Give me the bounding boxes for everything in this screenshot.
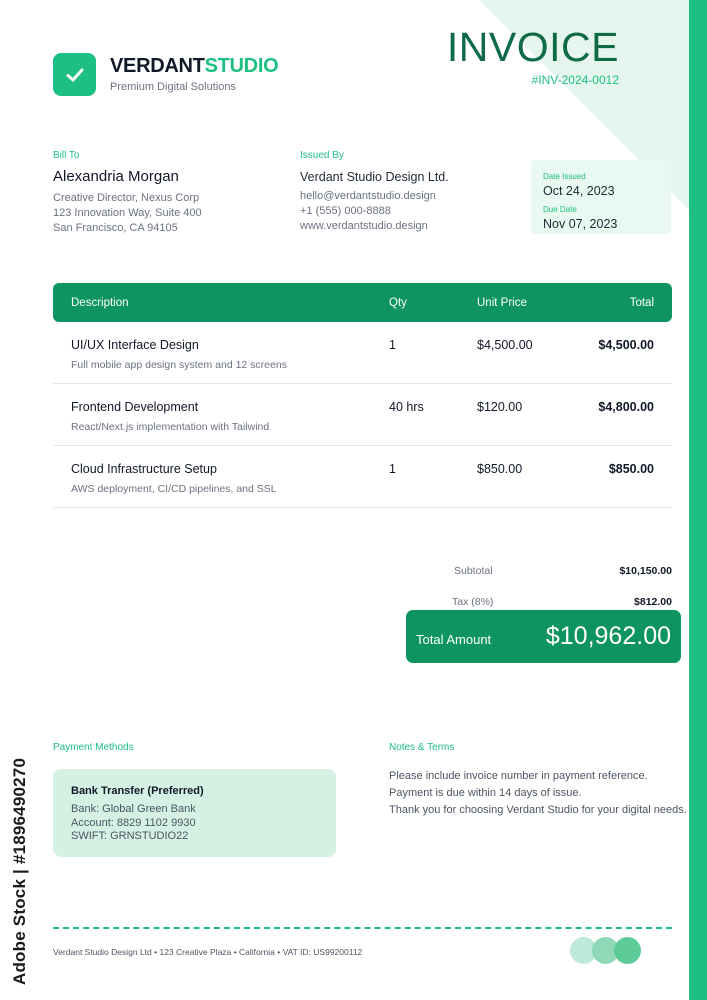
checkmark-icon xyxy=(64,64,86,86)
brand-tagline: Premium Digital Solutions xyxy=(110,81,236,93)
due-date-value: Nov 07, 2023 xyxy=(543,217,618,231)
item-total: $4,800.00 xyxy=(598,400,654,414)
header-total: Total xyxy=(629,296,654,309)
issuer-email[interactable]: hello@verdantstudio.design xyxy=(300,190,436,202)
footer-company-info: Verdant Studio Design Ltd • 123 Creative Plaza • California • VAT ID: US99200112 xyxy=(53,947,363,957)
header-qty: Qty xyxy=(389,296,407,309)
client-line: 123 Innovation Way, Suite 400 xyxy=(53,207,202,219)
issuer-name: Verdant Studio Design Ltd. xyxy=(300,170,449,184)
table-row xyxy=(53,384,672,446)
right-accent-bar xyxy=(689,0,707,1000)
bill-to-label: Bill To xyxy=(53,150,80,161)
item-total: $850.00 xyxy=(608,462,654,476)
table-row xyxy=(53,322,672,384)
line-items-table xyxy=(53,283,672,508)
issued-by-label: Issued By xyxy=(300,150,344,161)
invoice-number: #INV-2024-0012 xyxy=(531,73,619,87)
tax-label: Tax (8%) xyxy=(452,596,494,608)
note-line: Please include invoice number in payment reference. xyxy=(389,770,648,782)
header-description: Description xyxy=(71,296,129,309)
bank-transfer-card xyxy=(53,769,336,857)
table-header xyxy=(53,283,672,322)
item-qty: 40 hrs xyxy=(389,400,424,414)
footer-divider xyxy=(53,927,672,929)
notes-terms xyxy=(389,768,699,819)
subtotal-value: $10,150.00 xyxy=(619,565,672,577)
client-line: San Francisco, CA 94105 xyxy=(53,222,178,234)
item-unit-price: $4,500.00 xyxy=(477,338,533,352)
note-line: Thank you for choosing Verdant Studio for your digital needs. xyxy=(389,804,687,816)
bank-transfer-title: Bank Transfer (Preferred) xyxy=(71,785,204,797)
client-line: Creative Director, Nexus Corp xyxy=(53,192,200,204)
issuer-phone: +1 (555) 000-8888 xyxy=(300,205,391,217)
item-unit-price: $850.00 xyxy=(477,462,523,476)
total-amount-value: $10,962.00 xyxy=(545,622,671,650)
subtotal-label: Subtotal xyxy=(454,565,493,577)
brand-name xyxy=(110,55,278,78)
item-description: React/Next.js implementation with Tailwind xyxy=(71,421,270,433)
table-row xyxy=(53,446,672,508)
bank-swift: SWIFT: GRNSTUDIO22 xyxy=(71,830,189,842)
item-title: Cloud Infrastructure Setup xyxy=(71,462,217,476)
bank-name: Bank: Global Green Bank xyxy=(71,803,196,815)
brand-name-part1: VERDANT xyxy=(110,55,205,77)
item-total: $4,500.00 xyxy=(598,338,654,352)
footer-dots-decoration xyxy=(570,937,642,964)
header-unit-price: Unit Price xyxy=(477,296,527,309)
date-issued-value: Oct 24, 2023 xyxy=(543,184,615,198)
item-unit-price: $120.00 xyxy=(477,400,523,414)
due-date-label: Due Date xyxy=(543,205,577,214)
item-qty: 1 xyxy=(389,338,396,352)
tax-value: $812.00 xyxy=(634,596,672,608)
bank-account: Account: 8829 1102 9930 xyxy=(71,816,196,829)
stock-id-text: Adobe Stock | #1896490270 xyxy=(10,757,29,985)
item-description: AWS deployment, CI/CD pipelines, and SSL xyxy=(71,483,277,495)
client-name: Alexandria Morgan xyxy=(53,168,179,185)
bill-to-section xyxy=(53,150,273,236)
notes-terms-label: Notes & Terms xyxy=(389,742,455,753)
footer-dot xyxy=(614,937,641,964)
logo xyxy=(53,53,96,96)
item-title: Frontend Development xyxy=(71,400,199,414)
brand-name-part2: STUDIO xyxy=(204,55,279,77)
total-amount-label: Total Amount xyxy=(416,631,492,647)
date-issued-label: Date Issued xyxy=(543,172,586,181)
item-qty: 1 xyxy=(389,462,396,476)
invoice-title: INVOICE xyxy=(446,24,619,70)
dates-panel xyxy=(531,160,671,234)
total-amount-box xyxy=(406,610,681,663)
note-line: Payment is due within 14 days of issue. xyxy=(389,787,582,799)
issued-by-section xyxy=(300,150,510,234)
item-title: UI/UX Interface Design xyxy=(71,338,199,352)
issuer-website[interactable]: www.verdantstudio.design xyxy=(300,220,428,232)
payment-methods-label: Payment Methods xyxy=(53,742,134,753)
item-description: Full mobile app design system and 12 screens xyxy=(71,359,287,371)
